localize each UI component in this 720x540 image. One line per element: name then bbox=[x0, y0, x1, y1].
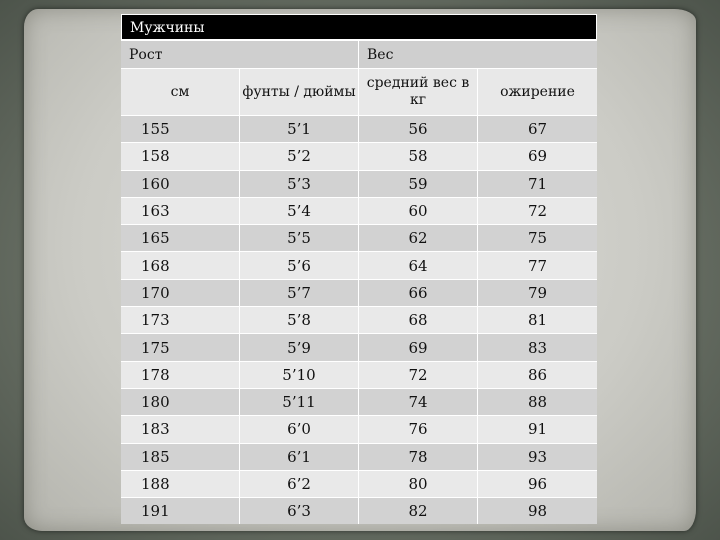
cell-feet-inches: 5’11 bbox=[240, 389, 359, 415]
table-row bbox=[121, 470, 597, 497]
cell-obesity: 88 bbox=[527, 393, 548, 412]
cell-average-weight: 80 bbox=[359, 471, 478, 497]
cell-average-weight: 59 bbox=[359, 171, 478, 197]
cell-average-weight: 62 bbox=[359, 225, 478, 251]
column-header-row bbox=[121, 68, 597, 115]
cell-average-weight: 58 bbox=[359, 143, 478, 169]
table-row bbox=[121, 497, 597, 524]
height-group-header: Рост bbox=[121, 41, 359, 68]
table-row bbox=[121, 279, 597, 306]
cell-average-weight: 76 bbox=[359, 416, 478, 442]
table-body bbox=[121, 115, 597, 524]
table-row bbox=[121, 306, 597, 333]
cell-cm: 165 bbox=[121, 225, 240, 251]
cell-average-weight: 82 bbox=[359, 498, 478, 524]
cell-feet-inches: 6’3 bbox=[240, 498, 359, 524]
table-row bbox=[121, 415, 597, 442]
cell-cm: 180 bbox=[121, 389, 240, 415]
cell-average-weight: 68 bbox=[359, 307, 478, 333]
cell-feet-inches: 5’1 bbox=[240, 116, 359, 142]
cell-obesity: 67 bbox=[527, 120, 548, 139]
cell-feet-inches: 5’2 bbox=[240, 143, 359, 169]
cell-obesity: 69 bbox=[527, 147, 548, 166]
cell-obesity: 81 bbox=[527, 311, 548, 330]
cell-feet-inches: 5’3 bbox=[240, 171, 359, 197]
table-row bbox=[121, 388, 597, 415]
cell-obesity: 83 bbox=[527, 338, 548, 357]
header-feet-inches: фунты / дюймы bbox=[240, 69, 359, 115]
group-header-row bbox=[121, 40, 597, 68]
cell-average-weight: 60 bbox=[359, 198, 478, 224]
cell-obesity: 77 bbox=[527, 256, 548, 275]
cell-cm: 188 bbox=[121, 471, 240, 497]
cell-cm: 168 bbox=[121, 252, 240, 278]
weight-height-table bbox=[121, 14, 597, 524]
table-row bbox=[121, 115, 597, 142]
cell-cm: 178 bbox=[121, 362, 240, 388]
cell-cm: 163 bbox=[121, 198, 240, 224]
cell-obesity: 71 bbox=[527, 174, 548, 193]
header-average-weight: средний вес в кг bbox=[359, 69, 478, 115]
cell-feet-inches: 6’2 bbox=[240, 471, 359, 497]
table-row bbox=[121, 251, 597, 278]
cell-obesity: 75 bbox=[527, 229, 548, 248]
table-row bbox=[121, 361, 597, 388]
cell-cm: 183 bbox=[121, 416, 240, 442]
cell-average-weight: 66 bbox=[359, 280, 478, 306]
table-row bbox=[121, 333, 597, 360]
cell-feet-inches: 6’1 bbox=[240, 444, 359, 470]
cell-cm: 191 bbox=[121, 498, 240, 524]
cell-feet-inches: 6’0 bbox=[240, 416, 359, 442]
cell-cm: 173 bbox=[121, 307, 240, 333]
cell-feet-inches: 5’5 bbox=[240, 225, 359, 251]
table-row bbox=[121, 170, 597, 197]
cell-feet-inches: 5’10 bbox=[240, 362, 359, 388]
table-row bbox=[121, 142, 597, 169]
weight-group-header: Вес bbox=[367, 46, 394, 63]
cell-obesity: 86 bbox=[527, 365, 548, 384]
cell-average-weight: 69 bbox=[359, 334, 478, 360]
header-cm: см bbox=[121, 69, 240, 115]
cell-average-weight: 72 bbox=[359, 362, 478, 388]
cell-cm: 175 bbox=[121, 334, 240, 360]
cell-feet-inches: 5’8 bbox=[240, 307, 359, 333]
table-row bbox=[121, 443, 597, 470]
cell-obesity: 96 bbox=[527, 475, 548, 493]
cell-cm: 170 bbox=[121, 280, 240, 306]
cell-obesity: 93 bbox=[527, 447, 548, 466]
cell-average-weight: 64 bbox=[359, 252, 478, 278]
table-row bbox=[121, 197, 597, 224]
cell-feet-inches: 5’6 bbox=[240, 252, 359, 278]
cell-cm: 160 bbox=[121, 171, 240, 197]
table-title: Мужчины bbox=[121, 14, 597, 40]
cell-average-weight: 78 bbox=[359, 444, 478, 470]
cell-obesity: 91 bbox=[527, 420, 548, 439]
cell-cm: 155 bbox=[121, 116, 240, 142]
cell-cm: 158 bbox=[121, 143, 240, 169]
cell-obesity: 98 bbox=[527, 502, 548, 521]
cell-cm: 185 bbox=[121, 444, 240, 470]
cell-average-weight: 74 bbox=[359, 389, 478, 415]
cell-feet-inches: 5’4 bbox=[240, 198, 359, 224]
cell-obesity: 79 bbox=[527, 283, 548, 302]
cell-feet-inches: 5’7 bbox=[240, 280, 359, 306]
header-obesity: ожирение bbox=[500, 83, 575, 100]
table-row bbox=[121, 224, 597, 251]
cell-average-weight: 56 bbox=[359, 116, 478, 142]
cell-feet-inches: 5’9 bbox=[240, 334, 359, 360]
cell-obesity: 72 bbox=[527, 202, 548, 221]
